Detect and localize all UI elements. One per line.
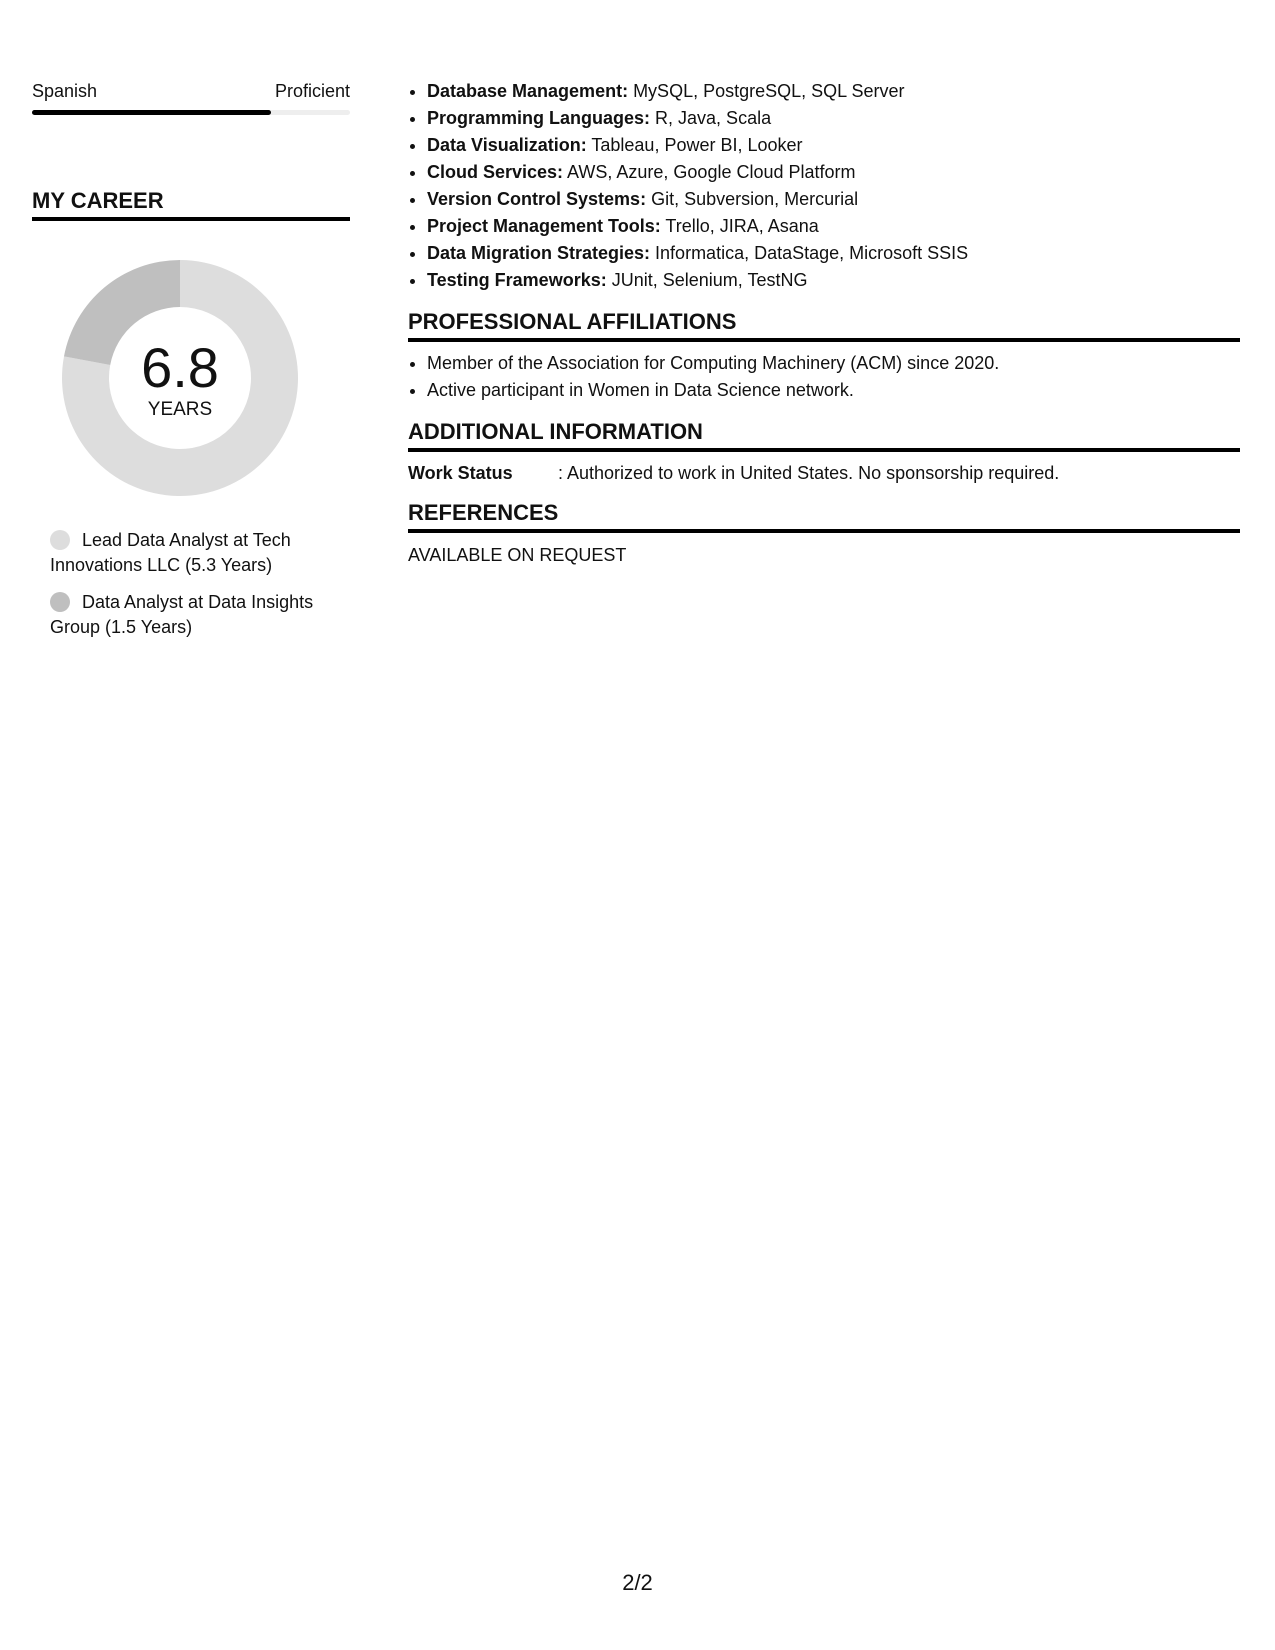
career-total-unit: YEARS — [147, 399, 213, 420]
left-column — [32, 80, 350, 652]
career-entry-label: Lead Data Analyst at Tech Innovations LLC (5.3 Years) — [50, 530, 291, 575]
skill-label: Database Management: — [427, 81, 629, 101]
affiliation-item: • Active participant in Women in Data Science network. — [427, 377, 1240, 404]
skill-value: Tableau, Power BI, Looker — [586, 135, 803, 155]
skill-value: Git, Subversion, Mercurial — [646, 189, 859, 209]
language-row — [32, 80, 350, 102]
skill-label: Data Migration Strategies: — [427, 243, 651, 263]
affiliations-section — [408, 308, 1240, 404]
career-legend-item — [50, 590, 350, 640]
affiliations-title: PROFESSIONAL AFFILIATIONS — [408, 308, 1240, 342]
skill-value: Trello, JIRA, Asana — [660, 216, 819, 236]
skill-value: MySQL, PostgreSQL, SQL Server — [628, 81, 905, 101]
additional-info-title: ADDITIONAL INFORMATION — [408, 418, 1240, 452]
skill-value: JUnit, Selenium, TestNG — [606, 270, 808, 290]
skills-list — [408, 78, 1240, 294]
career-legend-item — [50, 528, 350, 578]
skill-item — [427, 105, 1240, 132]
skill-item — [427, 267, 1240, 294]
page-number: 2/2 — [622, 1570, 653, 1595]
donut-center-label — [56, 336, 304, 422]
career-donut-chart — [56, 254, 304, 502]
skill-item — [427, 186, 1240, 213]
skill-item — [427, 213, 1240, 240]
career-total-years: 6.8 — [141, 336, 219, 399]
language-level: Proficient — [274, 81, 350, 101]
career-legend — [32, 528, 350, 640]
language-name: Spanish — [32, 81, 98, 101]
skill-label: Version Control Systems: — [427, 189, 647, 209]
references-text: AVAILABLE ON REQUEST — [408, 545, 627, 565]
skill-value: Informatica, DataStage, Microsoft SSIS — [650, 243, 969, 263]
references-section — [408, 499, 1240, 567]
skill-label: Project Management Tools: — [427, 216, 661, 236]
additional-info-section — [408, 418, 1240, 485]
skill-item — [427, 240, 1240, 267]
language-level-bar — [32, 110, 350, 115]
work-status-value: : Authorized to work in United States. No sponsorship required. — [558, 463, 1060, 483]
references-title: REFERENCES — [408, 499, 1240, 533]
skill-value: AWS, Azure, Google Cloud Platform — [563, 162, 856, 182]
skill-item — [427, 78, 1240, 105]
career-entry-label: Data Analyst at Data Insights Group (1.5 Years) — [50, 592, 314, 637]
work-status-label: Work Status — [408, 463, 513, 483]
skill-item — [427, 132, 1240, 159]
legend-dot-icon — [50, 530, 70, 550]
affiliations-list — [408, 350, 1240, 404]
skill-value: R, Java, Scala — [650, 108, 772, 128]
skill-label: Programming Languages: — [427, 108, 651, 128]
skill-label: Testing Frameworks: — [427, 270, 607, 290]
affiliation-item: • Member of the Association for Computing Machinery (ACM) since 2020. — [427, 350, 1240, 377]
skill-item — [427, 159, 1240, 186]
skill-label: Data Visualization: — [427, 135, 587, 155]
legend-dot-icon — [50, 592, 70, 612]
language-level-fill — [32, 110, 271, 115]
skill-label: Cloud Services: — [427, 162, 564, 182]
right-column — [408, 78, 1240, 567]
career-section-title: MY CAREER — [32, 187, 350, 221]
work-status-row — [408, 461, 1240, 485]
